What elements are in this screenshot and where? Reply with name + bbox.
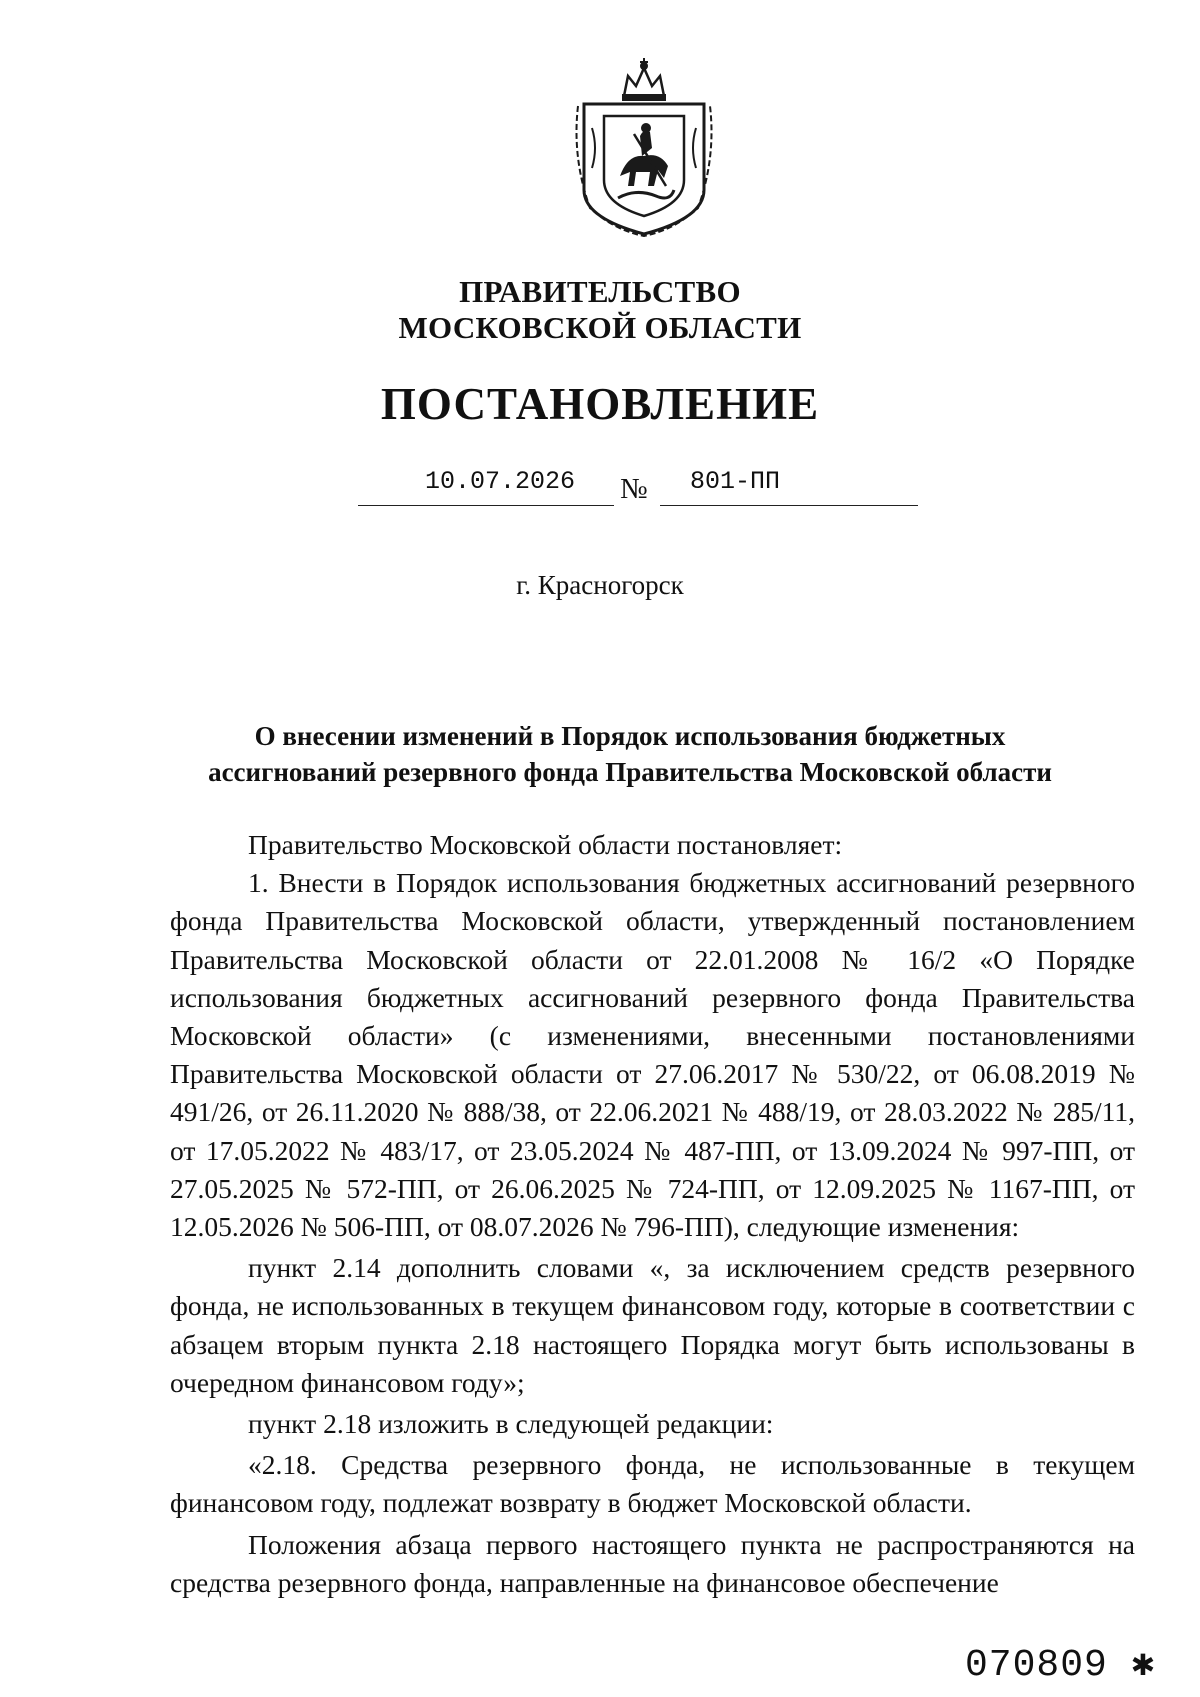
document-date: 10.07.2026 (425, 467, 576, 496)
body-paragraph-2-18-text: «2.18. Средства резервного фонда, не использованные в текущем финансовом году, подлежат возврату в бюджет Московской области. (170, 1449, 1135, 1519)
organization-name-line1: ПРАВИТЕЛЬСТВО (459, 274, 741, 309)
coat-of-arms-emblem (570, 58, 718, 238)
document-serial-code: 070809 ✱ (965, 1644, 1156, 1687)
date-underline (358, 505, 614, 506)
document-body (170, 826, 1135, 1602)
body-paragraph-item1: 1. Внести в Порядок использования бюджетных ассигнований резервного фонда Правительства Московской области, утвержденный постановлением Правительства Московской области от 22.01.2008 № 16/2 «О Порядке использования бюджетных ассигнований резервного фонда Правительства Московской области» (с изменениями, внесенными постановлениями Правительства Московской области от 27.06.2017 № 530/22, от 06.08.2019 № 491/26, от 26.11.2020 № 888/38, от 22.06.2021 № 488/19, от 28.03.2022 № 285/11, от 17.05.2022 № 483/17, от 23.05.2024 № 487-ПП, от 13.09.2024 № 997-ПП, от 27.05.2025 № 572-ПП, от 26.06.2025 № 724-ПП, от 12.09.2025 № 1167-ПП, от 12.05.2026 № 506-ПП, от 08.07.2026 № 796-ПП), следующие изменения: (170, 867, 1135, 1243)
number-sign: № (620, 473, 648, 505)
subject-line1: О внесении изменений в Порядок использования бюджетных (254, 721, 1006, 751)
document-type-title: ПОСТАНОВЛЕНИЕ (380, 379, 820, 429)
body-paragraph-2-14: пункт 2.14 дополнить словами «, за исключением средств резервного фонда, не использованных в текущем финансовом году, которые в соответствии с абзацем вторым пункта 2.18 настоящего Порядка могут быть использованы в очередном финансовом году»; (170, 1252, 1135, 1398)
number-underline (660, 505, 918, 506)
document-subject (190, 718, 1070, 790)
body-paragraph-exception: Положения абзаца первого настоящего пункта не распространяются на средства резервного фонда, направленные на финансовое обеспечение (170, 1528, 1135, 1598)
body-paragraph-2-18-intro: пункт 2.18 изложить в следующей редакции: (248, 1408, 774, 1440)
organization-name-line2: МОСКОВСКОЙ ОБЛАСТИ (398, 310, 802, 345)
document-number: 801-ПП (690, 467, 781, 496)
subject-line2: ассигнований резервного фонда Правительства Московской области (208, 757, 1052, 787)
issuing-city: г. Красногорск (516, 570, 684, 600)
body-paragraph-intro: Правительство Московской области постановляет: (248, 829, 843, 860)
